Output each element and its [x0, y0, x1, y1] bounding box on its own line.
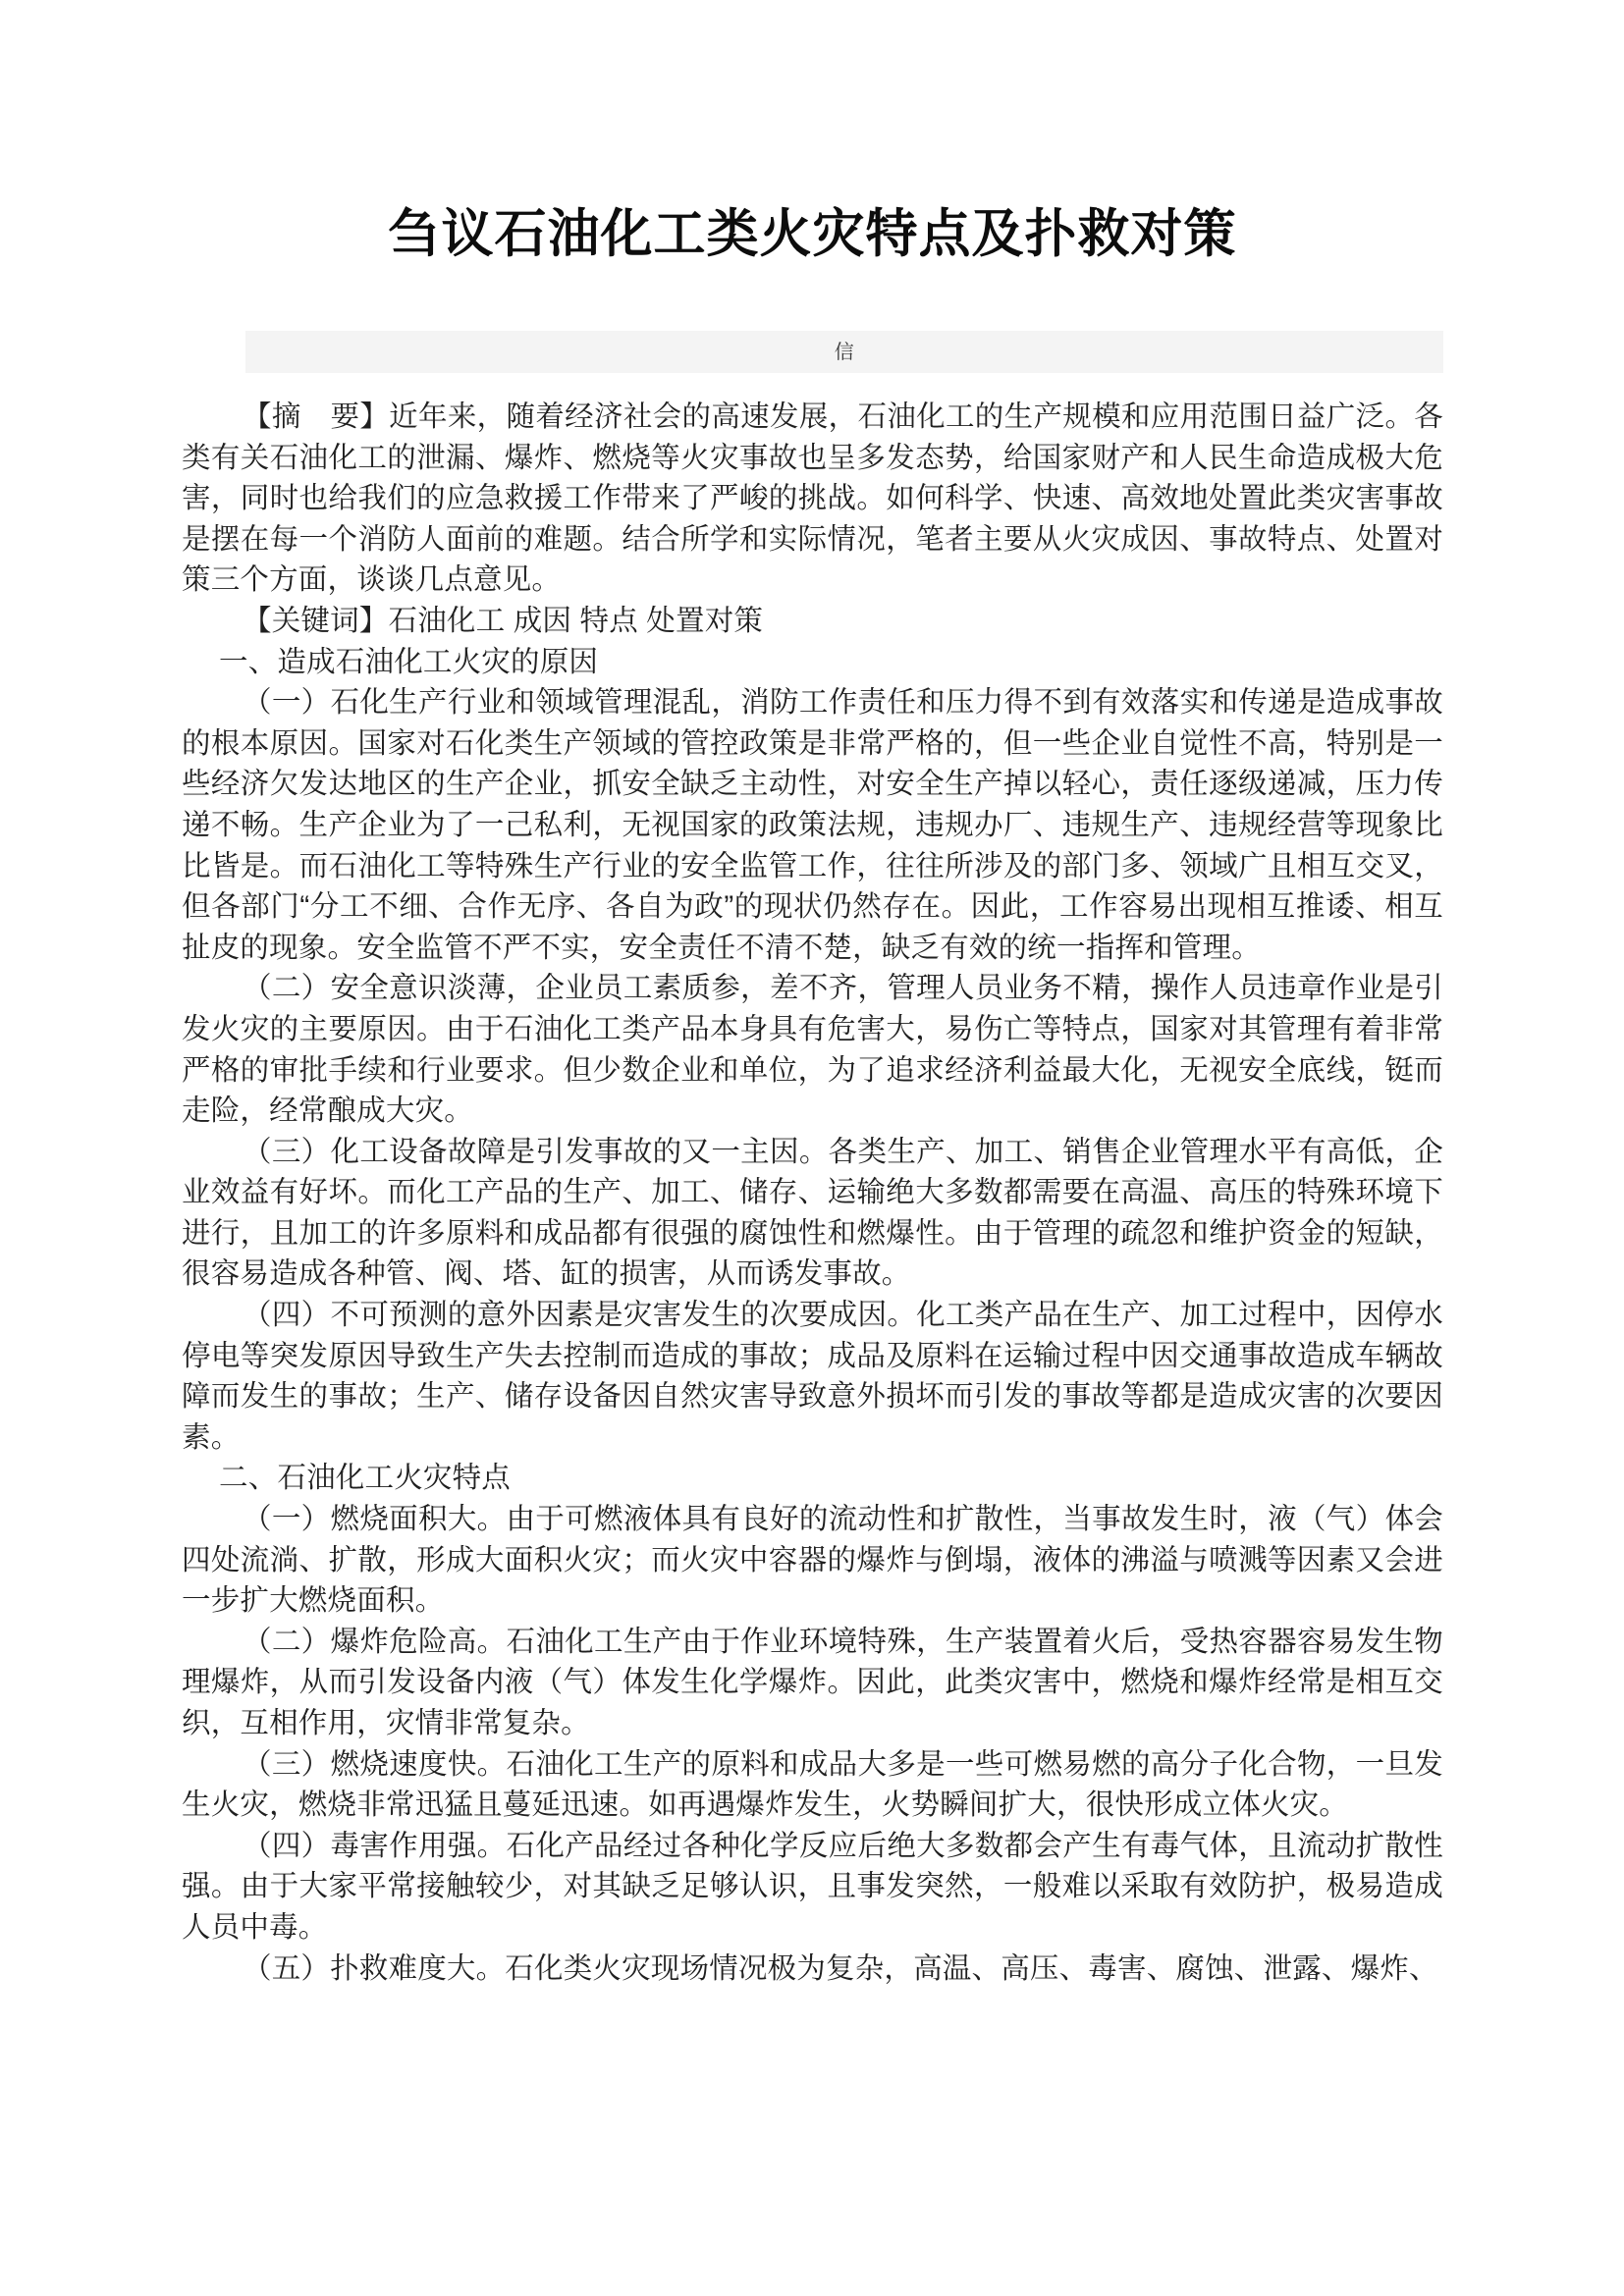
- section-heading-2: 二、石油化工火灾特点: [219, 1462, 512, 1495]
- journal-name-label: 信: [834, 341, 855, 363]
- section-2-paragraph-5: （五）扑救难度大。石化类火灾现场情况极为复杂，高温、高压、毒害、腐蚀、泄露、爆炸、: [243, 1951, 1438, 1985]
- section-2-paragraph-2: （二）爆炸危险高。石油化工生产由于作业环境特殊，生产装置着火后，受热容器容易发生物理爆炸，从而引发设备内液（气）体发生化学爆炸。因此，此类灾害中，燃烧和爆炸经常是相互交织，互相作用，灾情非常复杂。: [182, 1625, 1443, 1739]
- section-1-paragraph-1: （一）石化生产行业和领域管理混乱，消防工作责任和压力得不到有效落实和传递是造成事故的根本原因。国家对石化类生产领域的管控政策是非常严格的，但一些企业自觉性不高，特别是一些经济欠发达地区的生产企业，抓安全缺乏主动性，对安全生产掉以轻心，责任逐级递减，压力传递不畅。生产企业为了一己私利，无视国家的政策法规，违规办厂、违规生产、违规经营等现象比比皆是。而石油化工等特殊生产行业的安全监管工作，往往所涉及的部门多、领域广且相互交叉，但各部门“分工不细、合作无序、各自为政”的现状仍然存在。因此，工作容易出现相互推诿、相互扯皮的现象。安全监管不严不实，安全责任不清不楚，缺乏有效的统一指挥和管理。: [182, 686, 1443, 964]
- abstract-paragraph: 【摘 要】近年来，随着经济社会的高速发展，石油化工的生产规模和应用范围日益广泛。各类有关石油化工的泄漏、爆炸、燃烧等火灾事故也呈多发态势，给国家财产和人民生命造成极大危害，同时也给我们的应急救援工作带来了严峻的挑战。如何科学、快速、高效地处置此类灾害事故是摆在每一个消防人面前的难题。结合所学和实际情况，笔者主要从火灾成因、事故特点、处置对策三个方面，谈谈几点意见。: [182, 400, 1443, 597]
- section-heading-1: 一、造成石油化工火灾的原因: [219, 645, 599, 678]
- section-1-paragraph-3: （三）化工设备故障是引发事故的又一主因。各类生产、加工、销售企业管理水平有高低，企业效益有好坏。而化工产品的生产、加工、储存、运输绝大多数都需要在高温、高压的特殊环境下进行，且加工的许多原料和成品都有很强的腐蚀性和燃爆性。由于管理的疏忽和维护资金的短缺，很容易造成各种管、阀、塔、缸的损害，从而诱发事故。: [182, 1135, 1443, 1291]
- section-1-paragraph-2: （二）安全意识淡薄，企业员工素质参，差不齐，管理人员业务不精，操作人员违章作业是引发火灾的主要原因。由于石油化工类产品本身具有危害大，易伤亡等特点，国家对其管理有着非常严格的审批手续和行业要求。但少数企业和单位，为了追求经济利益最大化，无视安全底线，铤而走险，经常酿成大灾。: [182, 972, 1443, 1128]
- section-2-paragraph-1: （一）燃烧面积大。由于可燃液体具有良好的流动性和扩散性，当事故发生时，液（气）体会四处流淌、扩散，形成大面积火灾；而火灾中容器的爆炸与倒塌，液体的沸溢与喷溅等因素又会进一步扩大燃烧面积。: [182, 1503, 1443, 1618]
- document-body: [182, 397, 1443, 1989]
- journal-name-bar: [245, 331, 1443, 373]
- document-content: [182, 0, 1443, 1985]
- section-1-paragraph-4: （四）不可预测的意外因素是灾害发生的次要成因。化工类产品在生产、加工过程中，因停水停电等突发原因导致生产失去控制而造成的事故；成品及原料在运输过程中因交通事故造成车辆故障而发生的事故；生产、储存设备因自然灾害导致意外损坏而引发的事故等都是造成灾害的次要因素。: [182, 1299, 1443, 1454]
- section-2-paragraph-4: （四）毒害作用强。石化产品经过各种化学反应后绝大多数都会产生有毒气体，且流动扩散性强。由于大家平常接触较少，对其缺乏足够认识，且事发突然，一般难以采取有效防护，极易造成人员中毒。: [182, 1829, 1443, 1944]
- section-2-paragraph-3: （三）燃烧速度快。石油化工生产的原料和成品大多是一些可燃易燃的高分子化合物，一旦发生火灾，燃烧非常迅猛且蔓延迅速。如再遇爆炸发生，火势瞬间扩大，很快形成立体火灾。: [182, 1747, 1443, 1822]
- keywords-paragraph: 【关键词】石油化工 成因 特点 处置对策: [243, 604, 764, 637]
- page-title: 刍议石油化工类火灾特点及扑救对策: [388, 205, 1237, 263]
